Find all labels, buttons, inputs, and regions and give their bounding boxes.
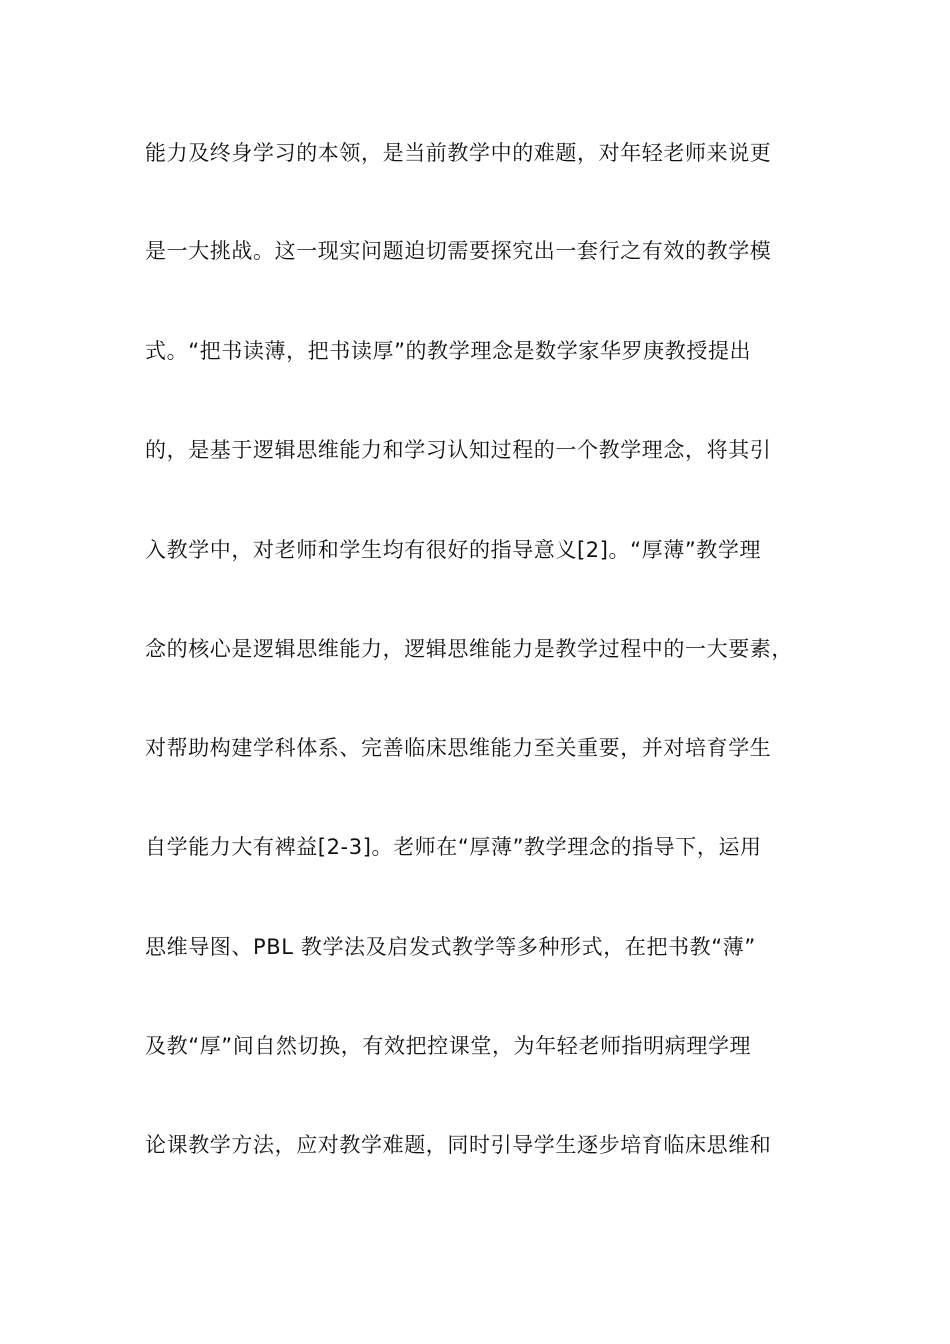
text-line: 能力及终身学习的本领，是当前教学中的难题，对年轻老师来说更 <box>145 141 772 165</box>
text-line: 论课教学方法，应对教学难题，同时引导学生逐步培育临床思维和 <box>145 1133 772 1157</box>
text-line: 是一大挑战。这一现实问题迫切需要探究出一套行之有效的教学模 <box>145 239 772 263</box>
text-line: 念的核心是逻辑思维能力，逻辑思维能力是教学过程中的一大要素， <box>145 637 793 661</box>
text-line: 的，是基于逻辑思维能力和学习认知过程的一个教学理念，将其引 <box>145 438 772 462</box>
text-line: 及教“厚”间自然切换，有效把控课堂，为年轻老师指明病理学理 <box>145 1034 752 1058</box>
text-line: 入教学中，对老师和学生均有很好的指导意义[2]。“厚薄”教学理 <box>145 538 762 562</box>
text-line: 对帮助构建学科体系、完善临床思维能力至关重要，并对培育学生 <box>145 736 772 760</box>
text-line: 式。“把书读薄，把书读厚”的教学理念是数学家华罗庚教授提出 <box>145 339 752 363</box>
text-line: 自学能力大有裨益[2-3]。老师在“厚薄”教学理念的指导下，运用 <box>145 835 762 859</box>
text-line: 思维导图、PBL 教学法及启发式教学等多种形式，在把书教“薄” <box>145 935 756 959</box>
